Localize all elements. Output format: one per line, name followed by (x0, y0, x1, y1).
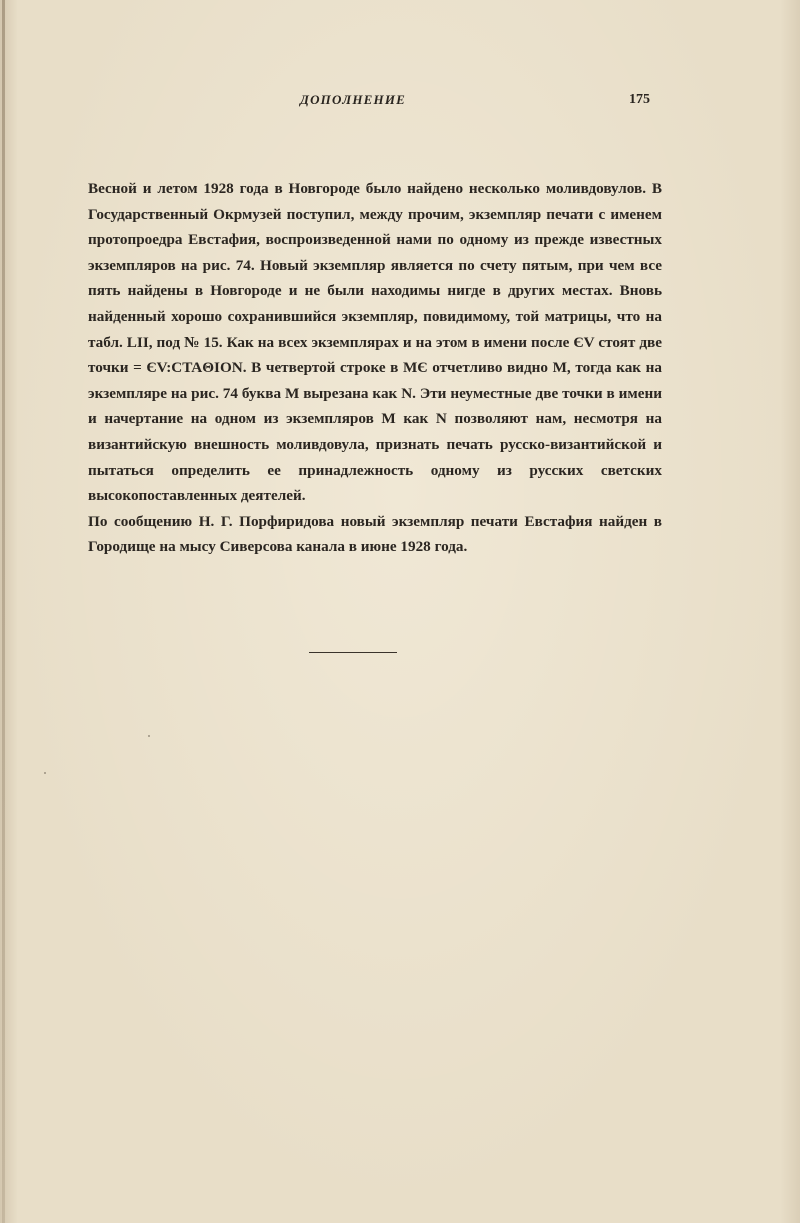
paper-speck (44, 772, 46, 774)
running-head: ДОПОЛНЕНИЕ (300, 92, 407, 107)
body-text (88, 176, 662, 560)
page-edge-shadow (2, 0, 5, 1223)
page-number: 175 (629, 92, 650, 107)
paragraph-1: Весной и летом 1928 года в Новгороде было найдено несколько моливдовулов. В Государственный Окрмузей поступил, между прочим, экземпляр печати с именем протопроедра Евстафия, воспроизведенной нами по одному из прежде известных экземпляров на рис. 74. Новый экземпляр является по счету пятым, при чем все пять найдены в Новгороде и не были находимы нигде в других местах. Вновь найденный хорошо сохранившийся экземпляр, повидимому, той матрицы, что на табл. LII, под № 15. Как на всех экземплярах и на этом в имени после ЄV стоят две точки = ЄV:CTAΘION. В четвертой строке в MЄ отчетливо видно M, тогда как на экземпляре на рис. 74 буква M вырезана как N. Эти неуместные две точки в имени и начертание на одном из экземпляров M как N позволяют нам, несмотря на византийскую внешность моливдовула, признать печать русско-византийской и пытаться определить ее принадлежность одному из русских светских высокопоставленных деятелей. (88, 180, 662, 505)
paper-speck (148, 735, 150, 737)
paragraph-2: По сообщению Н. Г. Порфиридова новый экземпляр печати Евстафия найден в Городище на мысу Сиверсова канала в июне 1928 года. (88, 512, 662, 556)
closing-rule (309, 652, 397, 653)
